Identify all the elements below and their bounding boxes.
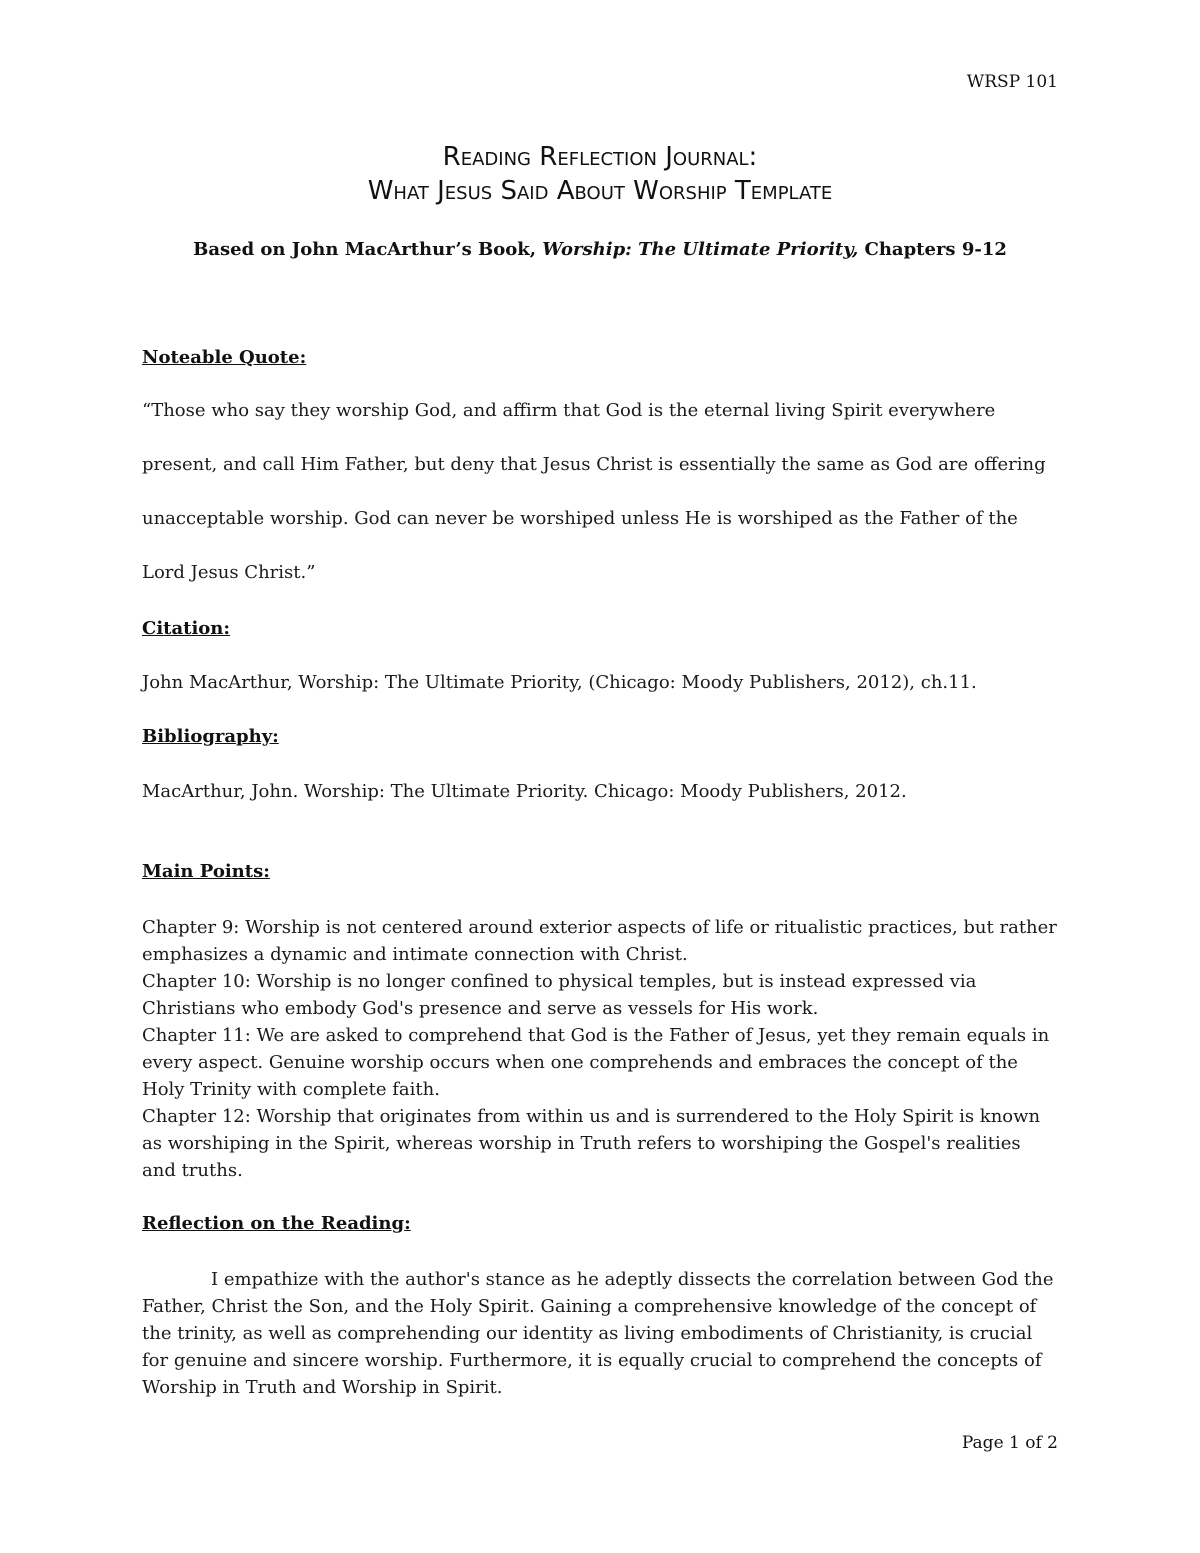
reflection-text: I empathize with the author's stance as he adeptly dissects the correlation between God the Father, Christ the Son, and the Holy Spirit. Gaining a comprehensive knowledge of the concept of the trinity, as well as comprehending our identity as living embodiments of Christianity, is crucial for genuine and sincere worship. Furthermore, it is equally crucial to comprehend the concepts of Worship in Truth and Worship in Spirit. — [142, 1269, 1054, 1398]
subtitle-prefix: Based on John MacArthur’s Book, — [193, 239, 537, 260]
reflection-label: Reflection on the Reading: — [142, 1213, 411, 1234]
notable-quote-label: Noteable Quote: — [142, 347, 307, 368]
main-point-item: Chapter 12: Worship that originates from within us and is surrendered to the Holy Spirit is known as worshiping in the Spirit, whereas worship in Truth refers to worshiping the Gospel's realities and truths. — [142, 1106, 1041, 1181]
main-points-list — [142, 914, 1060, 1184]
citation-label: Citation: — [142, 618, 231, 639]
reflection — [142, 1266, 1060, 1401]
main-point-item: Chapter 9: Worship is not centered around exterior aspects of life or ritualistic practices, but rather emphasizes a dynamic and intimate connection with Christ. — [142, 917, 1057, 965]
main-point-item: Chapter 11: We are asked to comprehend that God is the Father of Jesus, yet they remain equals in every aspect. Genuine worship occurs when one comprehends and embraces the concept of the Holy Trinity with complete faith. — [142, 1025, 1050, 1100]
title-line-1: Reading Reflection Journal: — [442, 142, 758, 172]
subtitle-book-title: Worship: The Ultimate Priority, — [542, 239, 859, 260]
title-line-2: What Jesus Said About Worship Template — [367, 176, 833, 206]
bibliography-text: MacArthur, John. Worship: The Ultimate Priority. Chicago: Moody Publishers, 2012. — [142, 781, 907, 802]
bibliography-label: Bibliography: — [142, 726, 279, 747]
page-title — [0, 140, 1200, 208]
page-indicator: Page 1 of 2 — [961, 1433, 1058, 1453]
notable-quote-text: “Those who say they worship God, and affirm that God is the eternal living Spirit everywhere present, and call Him Father, but deny that Jesus Christ is essentially the same as God are offering unacceptable worship. God can never be worshiped unless He is worshiped as the Father of the Lord Jesus Christ.” — [142, 400, 1046, 583]
course-code: WRSP 101 — [966, 72, 1058, 92]
subtitle — [0, 239, 1200, 260]
notable-quote — [142, 384, 1060, 600]
citation-text: John MacArthur, Worship: The Ultimate Priority, (Chicago: Moody Publishers, 2012), ch.11. — [142, 672, 977, 693]
subtitle-suffix: Chapters 9-12 — [864, 239, 1007, 260]
main-points-label: Main Points: — [142, 861, 270, 882]
main-point-item: Chapter 10: Worship is no longer confined to physical temples, but is instead expressed via Christians who embody God's presence and serve as vessels for His work. — [142, 971, 977, 1019]
